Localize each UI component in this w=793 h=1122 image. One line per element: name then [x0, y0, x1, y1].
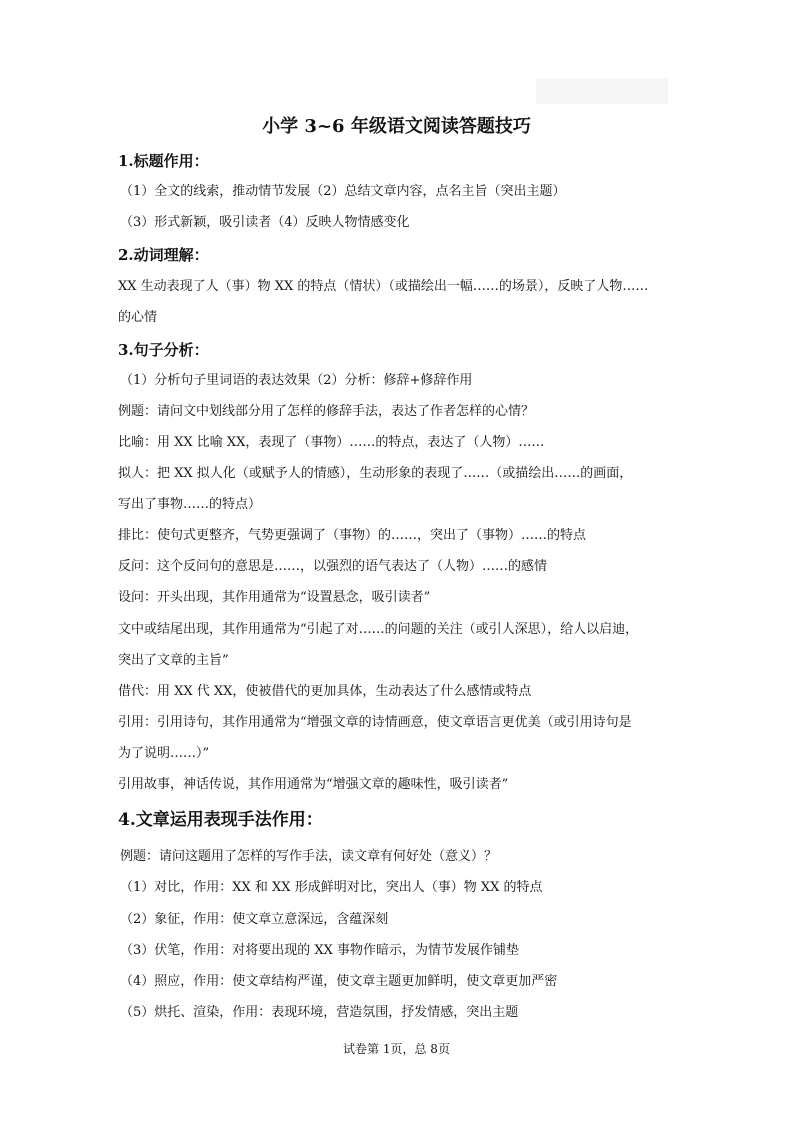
text-line: （1）对比，作用：XX 和 XX 形成鲜明对比，突出人（事）物 XX 的特点 — [120, 880, 543, 895]
text-line: 文中或结尾出现，其作用通常为“引起了对……的问题的关注（或引人深思），给人以启迪， — [118, 622, 639, 637]
text-line: （3）形式新颖，吸引读者（4）反映人物情感变化 — [120, 215, 410, 230]
text-line: （1）全文的线索，推动情节发展（2）总结文章内容，点名主旨（突出主题） — [120, 184, 566, 199]
text-line: 突出了文章的主旨” — [118, 653, 229, 668]
text-line: 引用：引用诗句，其作用通常为“增强文章的诗情画意，使文章语言更优美（或引用诗句是 — [118, 715, 632, 730]
page-footer: 试卷第 1页，总 8页 — [343, 1042, 450, 1056]
text-line: 引用故事，神话传说，其作用通常为“增强文章的趣味性，吸引读者” — [118, 777, 509, 792]
text-line: 借代：用 XX 代 XX，使被借代的更加具体，生动表达了什么感情或特点 — [118, 684, 532, 699]
text-line: （1）分析句子里词语的表达效果（2）分析：修辞+修辞作用 — [120, 373, 473, 388]
section-heading-sentence-analysis: 3.句子分析： — [118, 341, 209, 359]
section-heading-expression-techniques: 4.文章运用表现手法作用： — [118, 810, 323, 830]
text-line: 反问：这个反问句的意思是……，以强烈的语气表达了（人物）……的感情 — [118, 559, 548, 574]
text-line: 为了说明……）” — [118, 746, 210, 761]
text-line: 的心情 — [118, 310, 158, 325]
section-heading-verb-understanding: 2.动词理解： — [118, 246, 209, 264]
text-line: 拟人：把 XX 拟人化（或赋予人的情感），生动形象的表现了……（或描绘出……的画面， — [118, 466, 633, 481]
text-line: 排比：使句式更整齐，气势更强调了（事物）的……，突出了（事物）……的特点 — [118, 528, 587, 543]
text-line: 比喻：用 XX 比喻 XX，表现了（事物）……的特点，表达了（人物）…… — [118, 435, 545, 450]
text-line: （5）烘托、渲染，作用：表现环境，营造氛围，抒发情感，突出主题 — [120, 1005, 519, 1020]
text-line: 例题：请问这题用了怎样的写作手法，读文章有何好处（意义）？ — [120, 849, 498, 864]
text-line: （3）伏笔，作用：对将要出现的 XX 事物作暗示，为情节发展作铺垫 — [120, 943, 520, 958]
text-line: （4）照应，作用：使文章结构严谨，使文章主题更加鲜明，使文章更加严密 — [120, 974, 558, 989]
section-heading-title-function: 1.标题作用： — [118, 152, 209, 170]
text-line: 设问：开头出现，其作用通常为“设置悬念，吸引读者” — [118, 590, 431, 605]
page-title: 小学 3~6 年级语文阅读答题技巧 — [262, 116, 531, 137]
text-line: 写出了事物……的特点） — [118, 497, 262, 512]
text-line: 例题：请问文中划线部分用了怎样的修辞手法，表达了作者怎样的心情？ — [118, 404, 535, 419]
text-line: （2）象征，作用：使文章立意深远，含蕴深刻 — [120, 912, 389, 927]
text-line: XX 生动表现了人（事）物 XX 的特点（情状）（或描绘出一幅……的场景），反映了人物…… — [118, 279, 649, 294]
scan-smudge — [536, 78, 668, 104]
